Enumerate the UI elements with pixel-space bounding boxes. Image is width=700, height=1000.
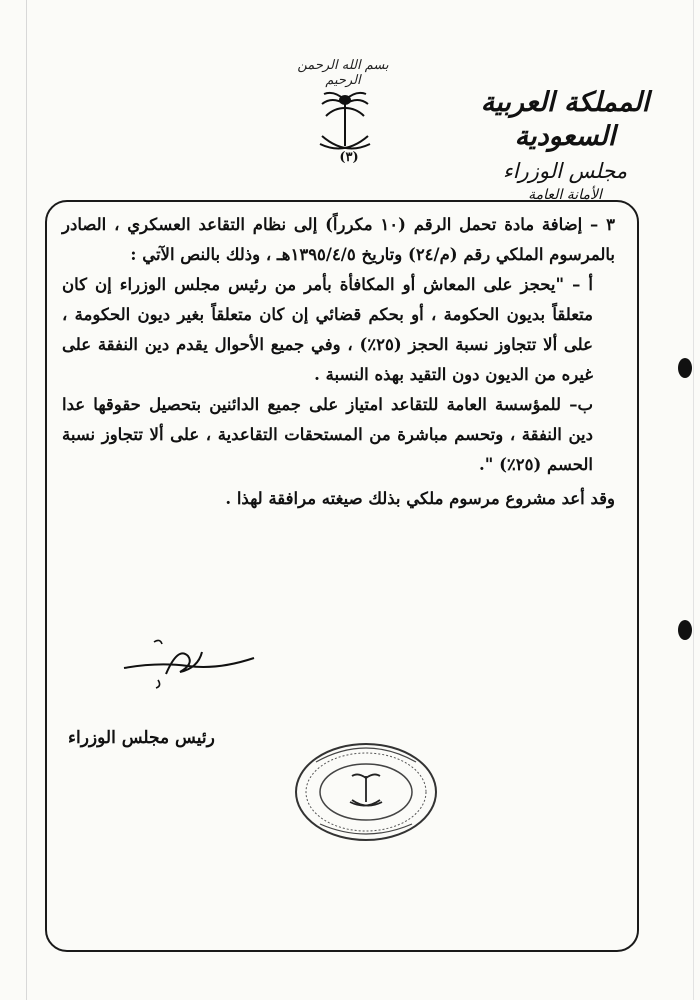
- item-b: ب– للمؤسسة العامة للتقاعد امتياز على جميع الدائنين بتحصيل حقوقها عدا دين النفقة ، وتحسم مباشرة من المستحقات التقاعدية ، على ألا تتجاوز نسبة الحسم (٢٥٪) ".: [62, 395, 593, 474]
- closing-line: وقد أعد مشروع مرسوم ملكي بذلك صيغته مرافقة لهذا .: [225, 489, 615, 508]
- document-body: [62, 210, 615, 514]
- signatory-title: رئيس مجلس الوزراء: [68, 728, 215, 748]
- page-number: (٣): [339, 150, 359, 165]
- punch-hole: [678, 620, 692, 640]
- saudi-emblem-icon: [312, 86, 378, 182]
- council-name: مجلس الوزراء: [502, 159, 628, 183]
- letterhead: [460, 86, 670, 204]
- paragraph-3: ٣ – إضافة مادة تحمل الرقم (١٠ مكرراً) إلى نظام التقاعد العسكري ، الصادر بالمرسوم الملكي رقم (م/٢٤) وتاريخ ١٣٩٥/٤/٥هـ ، وذلك بالنص الآتي :: [62, 215, 616, 264]
- basmala: بسم الله الرحمن الرحيم: [297, 58, 389, 88]
- item-a: أ – "يحجز على المعاش أو المكافأة بأمر من رئيس مجلس الوزراء إن كان متعلقاً بديون الحكومة ، أو بحكم قضائي إن كان متعلقاً بغير ديون الحكومة ، على ألا تتجاوز نسبة الحجز (٢٥٪) ، وفي جميع الأحوال يقدم دين النفقة على غيره من الديون دون التقيد بهذه النسبة .: [62, 275, 593, 384]
- page-edge-line-right: [693, 0, 694, 1000]
- official-seal: [292, 740, 440, 844]
- punch-hole: [678, 358, 692, 378]
- secretariat-name: الأمانة العامة: [528, 187, 602, 203]
- signature: [118, 632, 258, 692]
- page-edge-line: [26, 0, 27, 1000]
- kingdom-name: المملكة العربية السعودية: [480, 87, 650, 152]
